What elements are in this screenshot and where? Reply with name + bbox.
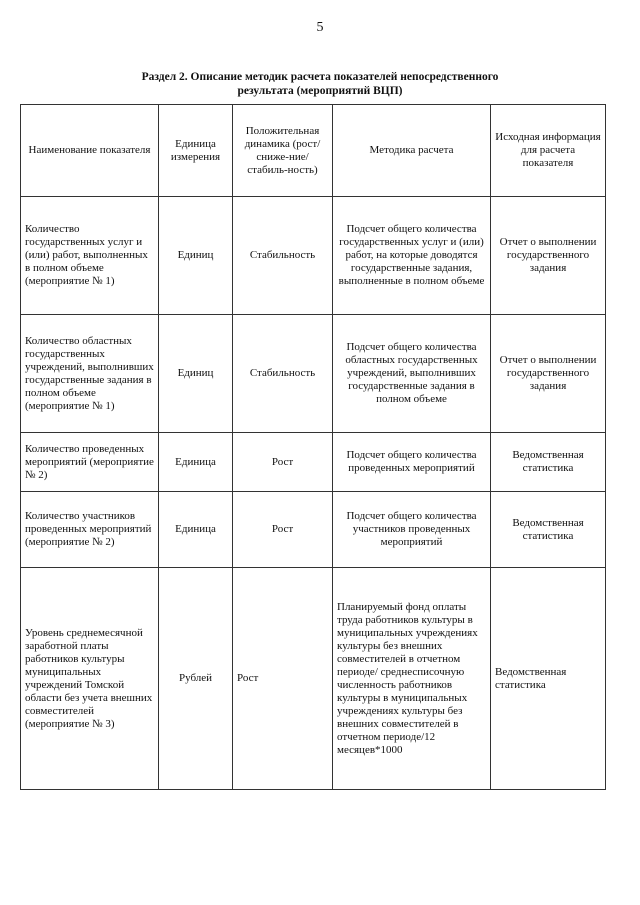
table-row — [21, 568, 606, 790]
cell-indicator-name: Уровень среднемесячной заработной платы работников культуры муниципальных учреждений Томской области без учета внешних совместителей (мероприятие № 3) — [21, 568, 159, 790]
cell-indicator-name: Количество участников проведенных мероприятий (мероприятие № 2) — [21, 492, 159, 568]
cell-dynamics: Рост — [233, 492, 333, 568]
cell-method: Подсчет общего количества областных государственных учреждений, выполнивших государственные задания в полном объеме — [333, 315, 491, 433]
cell-dynamics: Рост — [233, 433, 333, 492]
page-number: 5 — [316, 20, 324, 35]
header-unit: Единица измерения — [159, 105, 233, 197]
cell-source: Ведомственная статистика — [491, 433, 606, 492]
section-title — [60, 70, 580, 98]
cell-method: Подсчет общего количества государственных услуг и (или) работ, на которые доводятся государственные задания, выполненные в полном объеме — [333, 197, 491, 315]
cell-unit: Единиц — [159, 197, 233, 315]
cell-indicator-name: Количество государственных услуг и (или) работ, выполненных в полном объеме (мероприятие № 1) — [21, 197, 159, 315]
table-row — [21, 433, 606, 492]
cell-method: Подсчет общего количества проведенных мероприятий — [333, 433, 491, 492]
cell-unit: Единиц — [159, 315, 233, 433]
header-dynamics: Положительная динамика (рост/сниже-ние/стабиль-ность) — [233, 105, 333, 197]
cell-unit: Единица — [159, 433, 233, 492]
cell-unit: Единица — [159, 492, 233, 568]
section-title-line-2: результата (мероприятий ВЦП) — [237, 85, 403, 97]
cell-source: Отчет о выполнении государственного задания — [491, 315, 606, 433]
header-indicator-name: Наименование показателя — [21, 105, 159, 197]
table-row — [21, 197, 606, 315]
table-row — [21, 492, 606, 568]
table-header-row — [21, 105, 606, 197]
section-title-line-1: Раздел 2. Описание методик расчета показателей непосредственного — [141, 71, 499, 83]
cell-method: Планируемый фонд оплаты труда работников культуры в муниципальных учреждениях культуры без внешних совместителей в отчетном периоде/ среднесписочную численность работников культуры в муниципальных учреждениях культуры без внешних совместителей в отчетном периоде/12 месяцев*1000 — [333, 568, 491, 790]
cell-dynamics: Стабильность — [233, 315, 333, 433]
cell-dynamics: Рост — [233, 568, 333, 790]
cell-dynamics: Стабильность — [233, 197, 333, 315]
header-method: Методика расчета — [333, 105, 491, 197]
cell-indicator-name: Количество проведенных мероприятий (мероприятие № 2) — [21, 433, 159, 492]
cell-source: Ведомственная статистика — [491, 568, 606, 790]
table-row — [21, 315, 606, 433]
header-source: Исходная информация для расчета показателя — [491, 105, 606, 197]
cell-source: Ведомственная статистика — [491, 492, 606, 568]
cell-unit: Рублей — [159, 568, 233, 790]
cell-source: Отчет о выполнении государственного задания — [491, 197, 606, 315]
cell-method: Подсчет общего количества участников проведенных мероприятий — [333, 492, 491, 568]
methods-table — [20, 104, 606, 790]
cell-indicator-name: Количество областных государственных учреждений, выполнивших государственные задания в полном объеме (мероприятие № 1) — [21, 315, 159, 433]
